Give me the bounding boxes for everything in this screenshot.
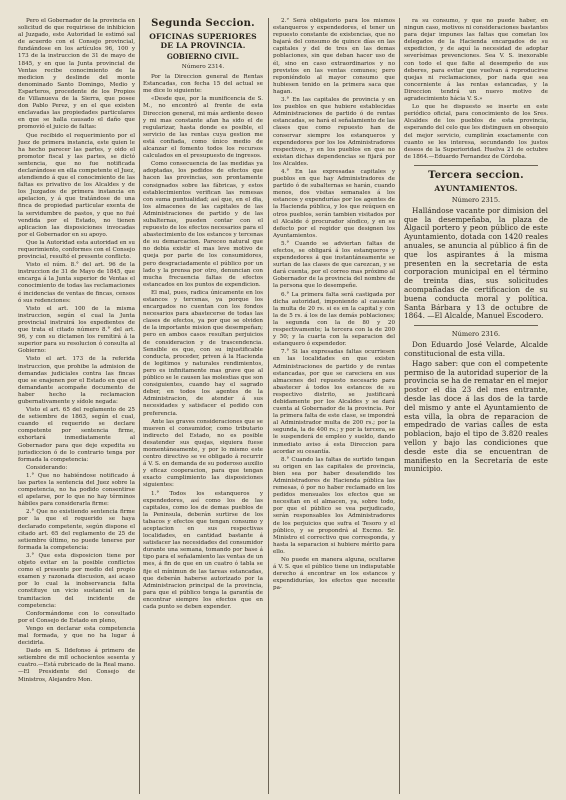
paragraph: Visto el art. 173 de la referida instruccion, que prohibe la admision de demandas judiciales contra las fincas que se enajenen por el Estado en que el demandante acompañe documento de haber hecho la reclamacion gubernativamente y sídole negada: [18,356,135,405]
notice-divider [414,325,538,326]
column-divider [399,18,400,794]
paragraph: «Desde que, por la munificencia de S. M., no encontró al frente de esta Direccion general, mi más ardiente deseo y mi mas constante afan ha sido el de regularizar, hasta donde es posible, el servicio de las rentas cuya gestion me está confiada, como único medio de alcanzar el fomento todos los recursos calculados en el presupuesto de ingresos. [143,96,263,160]
office-title: OFICINAS SUPERIORES DE LA PROVINCIA. [149,32,257,50]
paragraph: Considerando: [26,464,68,471]
paragraph: Que recibido el requerimiento por el Juez de primera instancia, este quien le ha hecho parecer las partes, y oido el promotor fiscal y las partes, se dictó sentencia, que no fue notificada declarándose en ella competente el Juez, atendiendo á que el conocimiento de las faltas es privativo de los Alcaldes y de los Juzgados de primera instancia en apelacion, y á que tratándose de una finca de propiedad particular exenta de la servidumbre de pastos, y que no fué vendida por el Estado, no tienen aplicacion las disposiciones invocadas por el Gobernador en su apoyo. [18,132,135,238]
paragraph: 3.° Que esta disposicion tiene por objeto evitar en la posible conflictos como el presente por medio del propio examen y razonada discusion, asi acaso por lo cual la inobservancia falta constituye un vicio sustancial en la tramitacion del incidente de competencia: [18,552,135,609]
section-divider [414,165,538,166]
section-title-segunda: Segunda Seccion. [151,18,255,29]
notice-number: Número 2314. [181,64,225,70]
paragraph: 2.° Será obligatorio para los mismos estanqueros y expendedores, el tener un repuesto constante de existencias, que no bajará del consumo de quince días en las capitales y del de tres en las demas poblaciones, sin que deban hacer uso de él, sino en caso extraordinarios y no previstos en las ventas comunes; pero reponiéndolo al mayor consumo que hubiesen tenido en la primera saca que hagan. [273,18,395,95]
column-1 [18,18,135,793]
paragraph: Vengo en declarar esta competencia mal formada, y que no ha lugar á decidirla. [18,625,135,647]
column-4-notices [404,196,548,474]
notice-number: Número 2316. [451,330,501,339]
paragraph: 3.° En las capitales de provincia y en los pueblos en que hubiere establecidas Administraciones de partido ó de rentas estancadas, se hará el señalamiento de las clases que como repuesto han de conservar siempre los estanqueros y expendedores por los los Administradores respectivos, y en los pueblos en que no existan dichas dependencias se fijará por los Alcaldes. [273,97,395,167]
section-title-tercera: Tercera seccion. [428,169,524,181]
paragraph: 1.° Que no habiéndose notificado á las partes la sentencia del Juez sobre la competencia, no ha podido consentirse el apelarse, por lo que no hay términos hábiles para considerarla firme: [18,472,135,508]
paragraph: Lo que he dispuesto se inserte en este periódico oficial, para conocimiento de los Sres. Alcaldes de los pueblos de esta provincia, esperando del celo que les distinguen en obsequio del mejor servicio, cumplirán exactamente con cuanto se les interesa, secundando los justos deseos de la Superioridad. Huelva 21 de octubre de 1864.—Eduardo Fernandez de Córdoba. [404,104,548,160]
paragraph: 7.° Si las expresadas faltas ocurriesen en las localidades en que existen Administraciones de partido y de rentas estancadas, por que se careciera en sus almacenes del repuesto necesario para abastecer á todos los estancos de su respectivo distrito, se justificará debidamente por los Alcaldes y se dará cuenta al Gobernador de la provincia. Por la primera falta de este clase, se impondrá al Administrador multa de 200 rs.; por la segunda, la de 400 rs.; y por la tercera, se le suspenderá de empleo y sueldo, dando inmediato aviso á esta Direccion para acordar su cesantía. [273,349,395,455]
section-subtitle-ayuntamientos: AYUNTAMIENTOS. [434,183,518,193]
column-divider [268,18,269,794]
paragraph: 1.° Todos los estanqueros y expendedores, así como los de las capitales, como los de demas pueblos de la Peninsula, deberán surtirse de los tabacos y efectos que tengan consumo y aceptacion en sus respectivas localidades, en cantidad bastante á satisfacer las necesidades del consumidor durante una semana, tomando por base á tipo para el señalamiento las ventas de un mes, á fin de que en un cuatro ó tabla se fije el mínimun de las tareas estancadas, que deberán haberse autorizado por la Administracion principal de la provincia, para que el público tenga la garantía de encontrar siempre los efectos que en cada punto se deben expender. [143,490,263,611]
paragraph: 8.° Cuando las faltas de surtido tengan su origen en las capitales de provincia, bien sea por haber desatendido los Administradores de Hacienda pública las remesas, ó por no haber reclamado en los pedidos mensuales los efectos que se necesitan en el almacen, ya, sobre todo, por que el público se vea perjudicado, serán responsables los Administradores de los perjuicios que sufra el Tesoro y el público, y se propondrá al Excmo. Sr. Ministro el correctivo que corresponda, y hasta la separacion si hubiere mérito para ello. [273,456,395,555]
paragraph: 4.° En las expresadas capitales y pueblos en que hay Administradores de partido ó de subalternas se harán, cuando menos, dos visitas semanales á los estancos y expendurías por los agentes de la Hacienda pública, y los que reúquen en otros pueblos, serán tambien visitados por el Alcalde ó procurador síndico, y en su defecto por el regidor que designen los Ayuntamientos. [273,168,395,239]
paragraph: Conformándome con lo consultado por el Consejo de Estado en pleno, [18,610,135,624]
office-subtitle: GOBIERNO CIVIL. [166,52,240,61]
column-3 [273,18,395,793]
paragraph: 6.° La primera falta será castigada por dicha autoridad, imponiendo al causante la multa de 20 rs. si es en la capital y con la de 5 rs. á los de las demás poblaciones; la segunda con la de 80 y 20 respectivamente; la tercera con la de 200 y 50; y la cuarta con la separacion del estanquero ó expendedor. [273,291,395,348]
paragraph: Pero el Gobernador de la provincia en solicitud de que requiriese de inhibicion al Juzgado, este Autoridad le estimó sal de acuerdo con el Consejo provincial, fundándose en los artículos 96, 100 y 173 de la instruccion de 31 de mayo de 1845, y en que la Junta provincial de Ventas recibe conocimiento de la medicion y deslinde del monte denominado Santo Domingo, Medio y Esparteros, procedente de los Propios de Villanueva de la Sierra, que posee don Pablo Perez, y en el que existen enclavadas las propiedades particulares en que se halla causado el daño que promovió el juicio de faltas: [18,18,135,131]
column-2-body [143,74,263,611]
notice-paragraph: Don Eduardo José Velarde, Alcalde constitucional de esta villa. [404,340,548,359]
paragraph: Como consecuencia de las medidas ya adoptadas, los pedidos de efectos que hacen las provincias, son prontamente consignados sobre las fábricas, y estos establecimientos verifican las remesas con suma puntualidad; así que, en el dia, los almacenes de las capitales de las Administraciones de partido y de las subalternas, pueden contar con el repuesto de los efectos necesarios para el abastecimiento de los estancos y tercenas de su demarcacion. Pareceo natural que no debia existir el mas leve motivo de queja por parte de los consumidores, pero desgraciadamente el público por un lado y la prensa por otro, denuncian con mucha frecuencia faltas de efectos estancados en los puntos de expendicion. [143,161,263,288]
column-divider [139,18,140,794]
notice-paragraph: Hago saber: que con el competente permiso de la autoridad superior de la provincia se ha de rematar en el mejor postor el dia 23 del mes entrante, desde las doce á las dos de la tarde del mismo y ante el Ayuntamiento de esta villa, la obra de reparacion de empedrado de varias calles de esta poblacion, bajo el tipo de 3.820 reales vellon y bajo las condiciones que desde este dia se encuentran de manifiesto en la Secretaría de este municipio. [404,358,548,474]
column-4-top-body [404,18,548,161]
paragraph: Dado en S. Ildefonso á primero de setiembre de mil ochocientos sesenta y cuatro.—Está rubricado de la Real mano.—El Presidente del Consejo de Ministros, Alejandro Mon. [18,648,135,683]
column-2 [143,18,263,793]
notice-number: Número 2315. [451,195,501,204]
paragraph: 5.° Cuando se adviertan faltas de efectos, se obligará á los estanqueros y expendedores á que instantáneamente se surtan de las clases de que carezcan, y se dará cuenta, por el correo mas próximo al Gobernador de la provincia del nombre de la persona que lo desempeñe. [273,240,395,290]
paragraph: El mal, pues, radica únicamente en los estancos y tercenas, ya porque los encargados no cuentan con los fondos necesarios para abastecerse de todas las clases de efectos, ya por que se olviden de la importante mision que desempeñan; pero en ambos casos resultan perjuicios de consideracion y de trascendencia. Sensible es que, con su injustificable conducta, proceder, priven á la Hacienda de legitimos y naturales rendimientos, pero es infinitamente mas grave que al público se le causen las molestias que son consiguientes, cuando hay el sagrado deber, en todos los agentes de la Administracion, de atender á sus necesidades y satisfacer el pedido con preferencia. [143,289,263,417]
paragraph: 2.° Que no existiendo sentencia firme por la que el requerido se haya declarado competente, según dispone el citado art. 65 del reglamento de 25 de setiembre último, no puede tenerse por formada la competencia: [18,509,135,551]
paragraph: Ante las graves consideraciones que se mueven el consumidor, como tributario indirecto del Estado, no es posible desatender sus quejas, siquiera fuese momentáneamente, y por lo mismo este centro directivo se ve obligado á recurrir á V. S. en demanda de su poderoso auxilio y eficaz cooperacion, para que tengan exacto cumplimiento las disposiciones siguientes: [143,418,263,489]
column-4 [404,18,548,793]
paragraph: No puede en manera alguna, ocultarse á V. S. que el público tiene un indisputable derecho á encontrar en los estancos y expendidurías, los efectos que necesite pa- [273,557,395,592]
paragraph: Visto el núm. 8.° del art. 96 de la instruccion de 31 de Mayo de 1845, que encarga á la Junta superior de Ventas el conocimiento de todas las reclamaciones é incidencias de ventas de fincas, censos ó sus redenciones: [18,262,135,304]
paragraph: Por la Direccion general de Rentas Estancadas, con fecha 15 del actual se me dice lo siguiente: [143,74,263,95]
paragraph: ra su consumo, y que no puede haber, en ningun caso, motivos ni consideraciones bastantes para dejar impunes las faltas que cometan los delegados de la Hacienda encargados de su expedicion, y de aquí la necesidad de adoptar severísimas prevenciones. Sea V. S. inexorable con todo el que falte al desempeño de sus deberes, para evitar que vuelvan á reproducirse quejas ni reclamaciones, por nada que sea concerniente á las rentas estancadas, y la Direccion tendrá un nuevo motivo de agradecimiento hácia V. S.» [404,18,548,103]
paragraph: Visto el art. 100 de la misma instruccion, según el cual la Junta provincial instruirá los expedientes de que trata el citado número 8.° del art. 96, y con su dictamen los remitirá á la superior para su resolucion ó consulta al Gobierno: [18,305,135,355]
paragraph: Visto el art. 65 del reglamento de 25 de setiembre de 1863, según el cual, cuando el requerido se declare competente por sentencia firme, exhortará inmediatamente al Gobernador para que deje expedita su jurisdiccion ó de lo contrario tenga por formada la competencia: [18,407,135,463]
notice-paragraph: Hallándose vacante por dimision del que la desempeñaba, la plaza de Algacil portero y peon público de este Ayuntamiento, dotada con 1420 reales anuales, se anuncia al público á fin de que los aspirantes á la misma presenten en la secretaria de esta corporacion municipal en el término de treinta dias, sus solicitudes acompañadas de certificacion de su buena conducta moral y política. Santa Bárbara y 13 de octubre de 1864. —El Alcalde, Manuel Escodero. [404,205,548,321]
paragraph: Que la Autoridad esta autoridad en su requerimiento, conformes con el Consejo provincial, resultó el presente conflicto. [18,239,135,261]
